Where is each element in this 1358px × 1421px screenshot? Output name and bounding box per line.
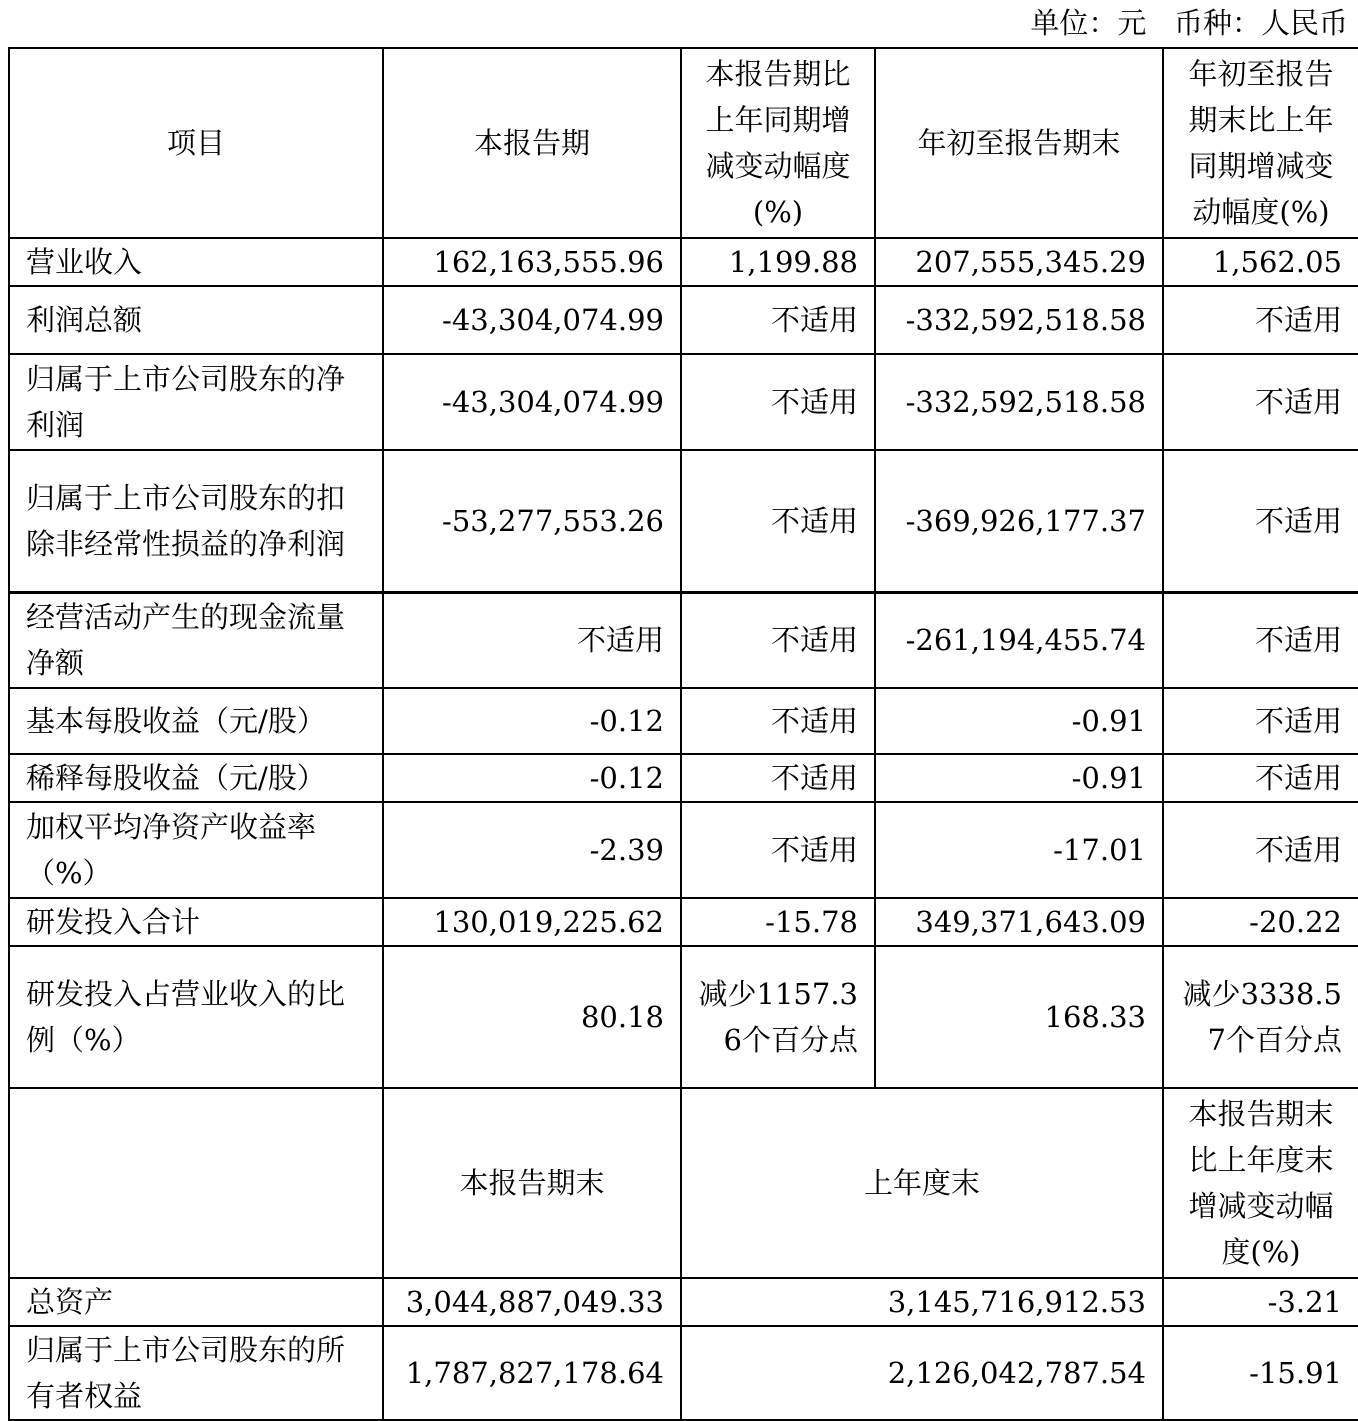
- cell-current-change: 不适用: [681, 688, 875, 754]
- row-label: 归属于上市公司股东的扣除非经常性损益的净利润: [9, 450, 383, 592]
- cell-ytd-change: 减少3338.57个百分点: [1163, 946, 1358, 1088]
- table-row: [9, 946, 1358, 1088]
- cell-current-change: 不适用: [681, 450, 875, 592]
- unit-currency-note: 单位：元 币种：人民币: [1030, 6, 1348, 40]
- cell-current: 80.18: [383, 946, 681, 1088]
- cell-current: -43,304,074.99: [383, 354, 681, 450]
- cell-ytd: -17.01: [875, 802, 1163, 898]
- balance-header-period-end: 本报告期末: [383, 1088, 681, 1278]
- row-label: 稀释每股收益（元/股）: [9, 754, 383, 802]
- cell-current-change: 不适用: [681, 802, 875, 898]
- row-label: 总资产: [9, 1278, 383, 1326]
- row-label: 营业收入: [9, 238, 383, 286]
- table-row: [9, 688, 1358, 754]
- cell-current: -43,304,074.99: [383, 286, 681, 354]
- header-ytd: 年初至报告期末: [875, 48, 1163, 238]
- balance-header-change: 本报告期末比上年度末增减变动幅度(%): [1163, 1088, 1358, 1278]
- cell-ytd: -332,592,518.58: [875, 286, 1163, 354]
- cell-change: -15.91: [1163, 1326, 1358, 1420]
- cell-current: -53,277,553.26: [383, 450, 681, 592]
- cell-ytd-change: 不适用: [1163, 754, 1358, 802]
- cell-current: -0.12: [383, 688, 681, 754]
- table-row: [9, 450, 1358, 592]
- table-row: [9, 592, 1358, 688]
- table-row: [9, 1326, 1358, 1420]
- cell-current: 130,019,225.62: [383, 898, 681, 946]
- table-row: [9, 238, 1358, 286]
- cell-ytd-change: 不适用: [1163, 286, 1358, 354]
- row-label: 加权平均净资产收益率（%）: [9, 802, 383, 898]
- header-ytd-change: 年初至报告期末比上年同期增减变动幅度(%): [1163, 48, 1358, 238]
- cell-current: 162,163,555.96: [383, 238, 681, 286]
- table-row: [9, 898, 1358, 946]
- cell-ytd: -261,194,455.74: [875, 592, 1163, 688]
- cell-change: -3.21: [1163, 1278, 1358, 1326]
- cell-current-change: 不适用: [681, 754, 875, 802]
- table-row: [9, 754, 1358, 802]
- header-current-period: 本报告期: [383, 48, 681, 238]
- cell-current: 不适用: [383, 592, 681, 688]
- cell-current-change: 不适用: [681, 592, 875, 688]
- cell-period-end: 3,044,887,049.33: [383, 1278, 681, 1326]
- row-label: 研发投入合计: [9, 898, 383, 946]
- cell-ytd-change: 不适用: [1163, 802, 1358, 898]
- header-current-change: 本报告期比上年同期增减变动幅度(%): [681, 48, 875, 238]
- cell-ytd-change: 1,562.05: [1163, 238, 1358, 286]
- cell-ytd: 207,555,345.29: [875, 238, 1163, 286]
- cell-ytd: -0.91: [875, 754, 1163, 802]
- table-row: [9, 286, 1358, 354]
- cell-current: -0.12: [383, 754, 681, 802]
- cell-ytd-change: 不适用: [1163, 354, 1358, 450]
- financial-data-table: [8, 47, 1358, 1421]
- table-row: [9, 354, 1358, 450]
- balance-header-row: [9, 1088, 1358, 1278]
- cell-current-change: -15.78: [681, 898, 875, 946]
- table-row: [9, 802, 1358, 898]
- header-item: 项目: [9, 48, 383, 238]
- cell-ytd-change: 不适用: [1163, 450, 1358, 592]
- cell-current-change: 减少1157.36个百分点: [681, 946, 875, 1088]
- cell-period-end: 1,787,827,178.64: [383, 1326, 681, 1420]
- table-row: [9, 1278, 1358, 1326]
- cell-current-change: 1,199.88: [681, 238, 875, 286]
- cell-prior-year-end: 3,145,716,912.53: [681, 1278, 1163, 1326]
- cell-current-change: 不适用: [681, 286, 875, 354]
- balance-header-prior-year-end: 上年度末: [681, 1088, 1163, 1278]
- row-label: 经营活动产生的现金流量净额: [9, 592, 383, 688]
- row-label: 基本每股收益（元/股）: [9, 688, 383, 754]
- balance-header-item: [9, 1088, 383, 1278]
- row-label: 归属于上市公司股东的所有者权益: [9, 1326, 383, 1420]
- cell-ytd-change: -20.22: [1163, 898, 1358, 946]
- cell-ytd: 349,371,643.09: [875, 898, 1163, 946]
- cell-ytd: -332,592,518.58: [875, 354, 1163, 450]
- cell-current-change: 不适用: [681, 354, 875, 450]
- cell-ytd-change: 不适用: [1163, 592, 1358, 688]
- row-label: 归属于上市公司股东的净利润: [9, 354, 383, 450]
- cell-ytd: -369,926,177.37: [875, 450, 1163, 592]
- row-label: 利润总额: [9, 286, 383, 354]
- cell-ytd-change: 不适用: [1163, 688, 1358, 754]
- table-header-row: [9, 48, 1358, 238]
- cell-ytd: 168.33: [875, 946, 1163, 1088]
- cell-ytd: -0.91: [875, 688, 1163, 754]
- cell-current: -2.39: [383, 802, 681, 898]
- row-label: 研发投入占营业收入的比例（%）: [9, 946, 383, 1088]
- cell-prior-year-end: 2,126,042,787.54: [681, 1326, 1163, 1420]
